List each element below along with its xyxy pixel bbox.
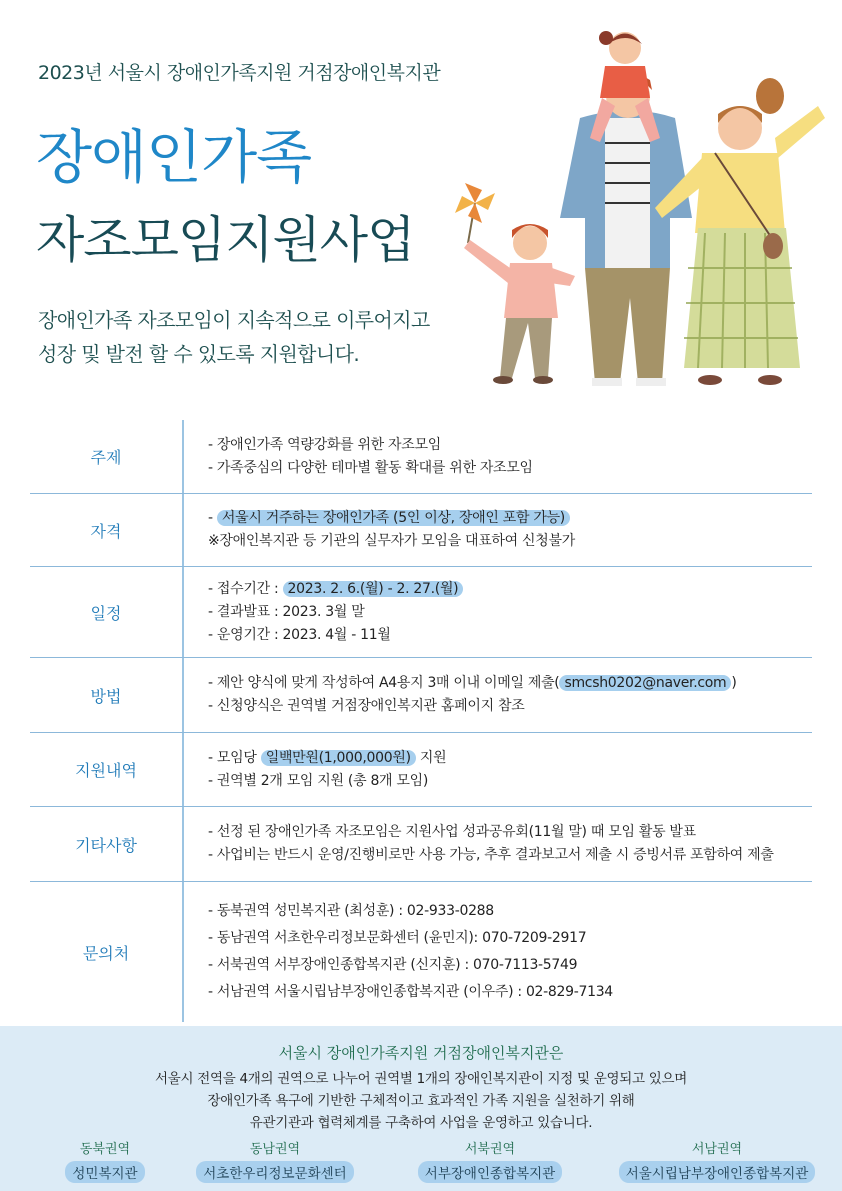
qualification-highlight: 서울시 거주하는 장애인가족 (5인 이상, 장애인 포함 가능) (217, 510, 570, 526)
apply-period-highlight: 2023. 2. 6.(월) - 2. 27.(월) (283, 581, 464, 597)
content-line: - 결과발표 : 2023. 3월 말 (208, 603, 365, 620)
content-line: - 장애인가족 역량강화를 위한 자조모임 (208, 436, 441, 453)
row-label: 자격 (30, 494, 184, 566)
amount-highlight: 일백만원(1,000,000원) (261, 750, 416, 766)
region-name: 동북권역 (79, 1142, 131, 1157)
table-row-qualification (30, 494, 812, 567)
footer-line: 서울시 전역을 4개의 권역으로 나누어 권역별 1개의 장애인복지관이 지정 및 운영되고 있으며 (155, 1071, 687, 1087)
content-line (208, 578, 812, 601)
row-content (184, 882, 812, 1022)
region-name: 서북권역 (464, 1142, 516, 1157)
row-label: 주제 (30, 420, 184, 493)
header-subtitle: 2023년 서울시 장애인가족지원 거점장애인복지관 (38, 62, 441, 84)
content-line (208, 507, 812, 530)
contact-line: - 동남권역 서초한우리정보문화센터 (윤민지): 070-7209-2917 (208, 930, 587, 946)
content-line: - 신청양식은 권역별 거점장애인복지관 홈페이지 참조 (208, 698, 525, 714)
content-line (208, 747, 812, 770)
row-content (184, 420, 812, 493)
row-label: 지원내역 (30, 733, 184, 806)
table-row-topic (30, 420, 812, 494)
row-content (184, 494, 812, 566)
region-center: 서부장애인종합복지관 (418, 1161, 562, 1183)
table-row-etc (30, 807, 812, 882)
table-row-method (30, 658, 812, 733)
line-prefix: - 모임당 (208, 749, 261, 766)
row-content (184, 658, 812, 732)
row-label: 기타사항 (30, 807, 184, 881)
footer (0, 1026, 842, 1191)
footer-title: 서울시 장애인가족지원 거점장애인복지관은 (278, 1044, 564, 1062)
line-suffix: ) (731, 675, 737, 691)
child-figure (464, 224, 575, 384)
region-center: 서초한우리정보문화센터 (196, 1161, 353, 1183)
line-prefix: - 접수기간 : (208, 580, 283, 597)
content-line (208, 672, 812, 695)
row-content (184, 733, 812, 806)
line-prefix: - (208, 510, 217, 526)
pinwheel-icon (455, 183, 495, 243)
content-line: - 사업비는 반드시 운영/진행비로만 사용 가능, 추후 결과보고서 제출 시 증빙서류 포함하여 제출 (208, 847, 774, 863)
row-content (184, 807, 812, 881)
family-illustration (440, 18, 840, 398)
content-line: - 선정 된 장애인가족 자조모임은 지원사업 성과공유회(11월 말) 때 모임 활동 발표 (208, 824, 696, 840)
region-name: 서남권역 (691, 1142, 743, 1157)
content-line: - 가족중심의 다양한 테마별 활동 확대를 위한 자조모임 (208, 459, 533, 476)
region-name: 동남권역 (249, 1142, 301, 1157)
intro-line: 성장 및 발전 할 수 있도록 지원합니다. (38, 342, 360, 366)
mother-figure (655, 78, 825, 385)
footer-line: 장애인가족 욕구에 기반한 구체적이고 효과적인 가족 지원을 실천하기 위해 (207, 1093, 635, 1109)
footer-body (0, 1068, 842, 1134)
contact-line: - 서남권역 서울시립남부장애인종합복지관 (이우주) : 02-829-7134 (208, 984, 613, 1000)
content-line: - 운영기간 : 2023. 4월 - 11월 (208, 626, 391, 643)
intro-line: 장애인가족 자조모임이 지속적으로 이루어지고 (38, 308, 430, 332)
info-table (30, 420, 812, 1022)
footer-line: 유관기관과 협력체계를 구축하여 사업을 운영하고 있습니다. (249, 1115, 593, 1131)
table-row-support (30, 733, 812, 807)
row-label: 문의처 (30, 882, 184, 1022)
line-prefix: - 제안 양식에 맞게 작성하여 A4용지 3매 이내 이메일 제출( (208, 675, 560, 691)
father-figure (560, 73, 692, 386)
row-label: 방법 (30, 658, 184, 732)
region-southwest (602, 1141, 832, 1183)
intro-text (38, 303, 430, 371)
region-northeast (50, 1141, 160, 1183)
region-northwest (395, 1141, 585, 1183)
contact-line: - 서북권역 서부장애인종합복지관 (신지훈) : 070-7113-5749 (208, 957, 578, 973)
row-label: 일정 (30, 567, 184, 657)
row-content (184, 567, 812, 657)
email-link[interactable]: smcsh0202@naver.com (559, 675, 731, 691)
page-subtitle: 자조모임지원사업 (36, 211, 415, 269)
region-center: 서울시립남부장애인종합복지관 (619, 1161, 816, 1183)
table-row-contact (30, 882, 812, 1022)
page-title: 장애인가족 (36, 123, 312, 191)
qualification-note: ※장애인복지관 등 기관의 실무자가 모임을 대표하여 신청불가 (208, 533, 575, 549)
region-center: 성민복지관 (65, 1161, 144, 1183)
region-southeast (180, 1141, 370, 1183)
table-row-schedule (30, 567, 812, 658)
line-suffix: 지원 (415, 749, 447, 766)
contact-line: - 동북권역 성민복지관 (최성훈) : 02-933-0288 (208, 903, 494, 919)
content-line: - 권역별 2개 모임 지원 (총 8개 모임) (208, 772, 429, 789)
